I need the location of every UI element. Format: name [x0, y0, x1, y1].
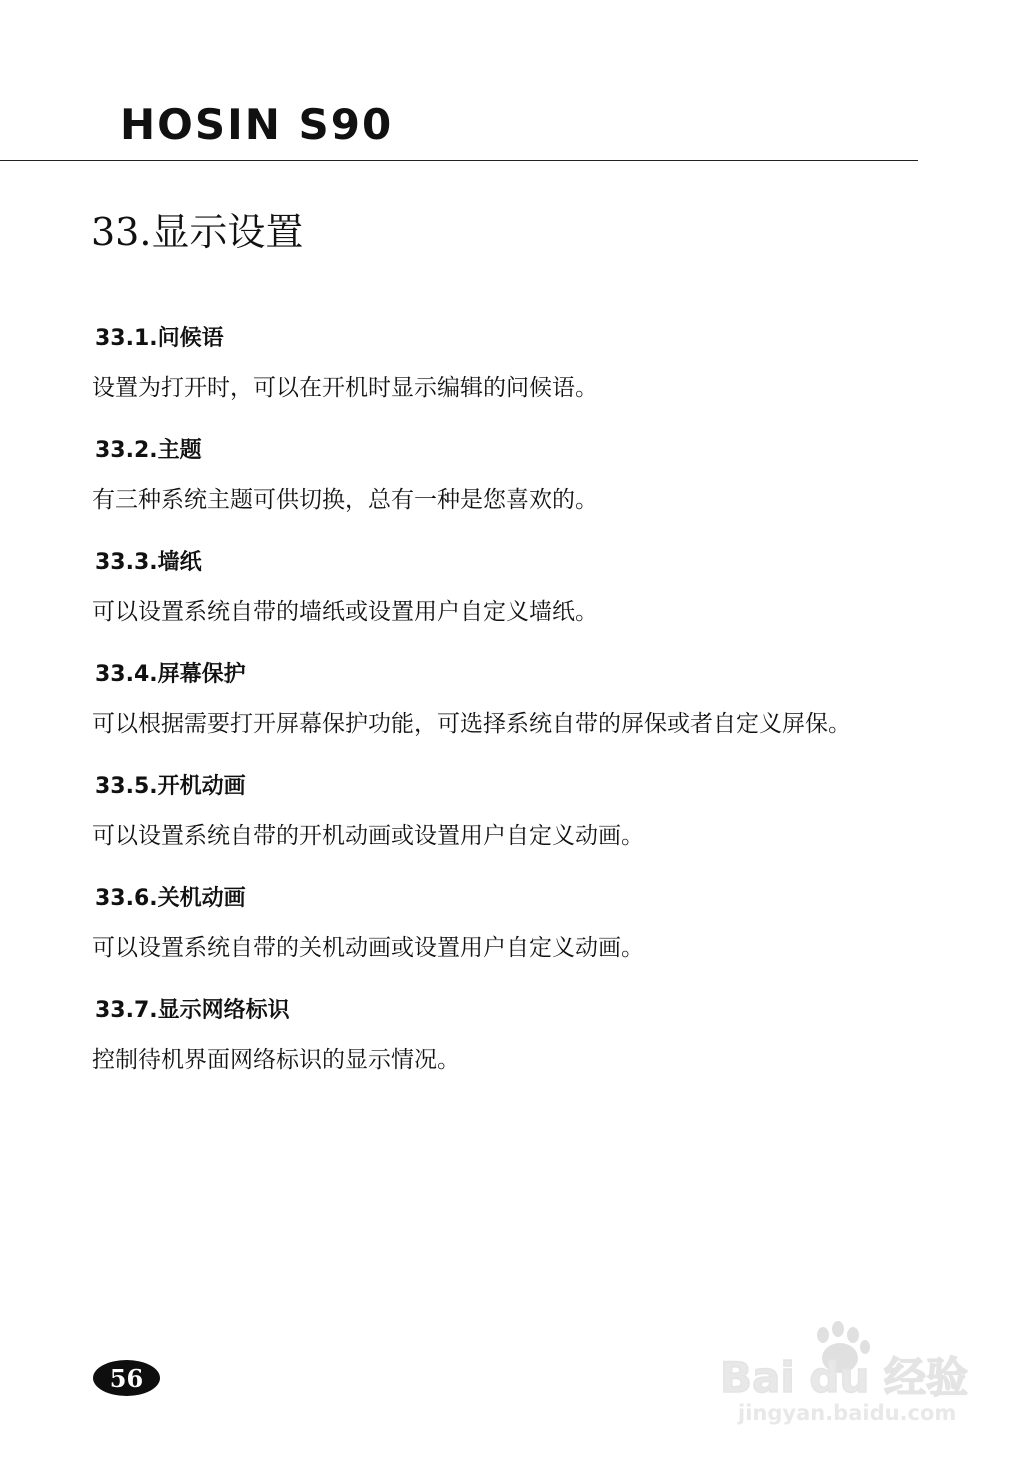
watermark-url: jingyan.baidu.com [738, 1401, 957, 1425]
section-theme [92, 437, 952, 515]
section-heading: 33.5.开机动画 [95, 774, 246, 799]
section-text: 控制待机界面网络标识的显示情况。 [92, 1046, 460, 1073]
page-number: 56 [109, 1363, 144, 1393]
section-text: 可以设置系统自带的关机动画或设置用户自定义动画。 [92, 934, 644, 961]
section-text: 可以设置系统自带的开机动画或设置用户自定义动画。 [92, 822, 644, 849]
brand-logo: HOSIN S90 [120, 100, 394, 149]
section-greeting [92, 325, 952, 403]
section-text: 可以设置系统自带的墙纸或设置用户自定义墙纸。 [92, 598, 598, 625]
section-text: 设置为打开时，可以在开机时显示编辑的问候语。 [92, 374, 598, 401]
section-heading: 33.4.屏幕保护 [95, 662, 246, 687]
section-shutdown-animation [92, 885, 952, 963]
section-text: 有三种系统主题可供切换，总有一种是您喜欢的。 [92, 486, 598, 513]
section-heading: 33.2.主题 [95, 438, 202, 463]
page-number-badge [93, 1360, 160, 1396]
section-screensaver [92, 661, 952, 739]
section-network-indicator [92, 997, 952, 1075]
section-heading: 33.7.显示网络标识 [95, 998, 290, 1023]
section-wallpaper [92, 549, 952, 627]
section-heading: 33.6.关机动画 [95, 886, 246, 911]
section-boot-animation [92, 773, 952, 851]
section-heading: 33.1.问候语 [95, 326, 224, 351]
baidu-jingyan-watermark [720, 1320, 970, 1435]
page-title: 33.显示设置 [91, 210, 304, 254]
section-text: 可以根据需要打开屏幕保护功能，可选择系统自带的屏保或者自定义屏保。 [92, 710, 851, 737]
header-rule [0, 160, 918, 161]
section-heading: 33.3.墙纸 [95, 550, 202, 575]
watermark-logo: Bai du 经验 [720, 1353, 968, 1402]
